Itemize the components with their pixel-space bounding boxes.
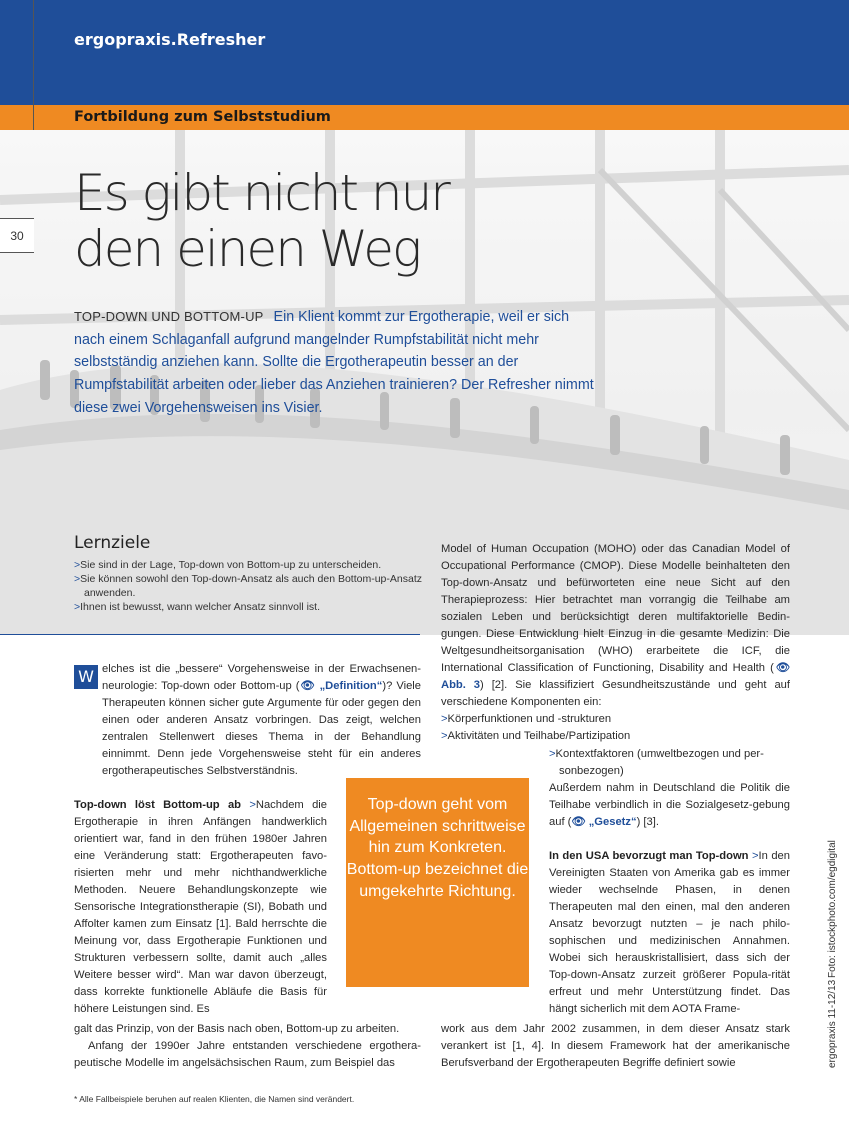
figure-link[interactable]: 👁 Abb. 3	[441, 662, 791, 691]
learning-goals-list	[74, 558, 424, 614]
arrow-icon: >	[249, 799, 256, 811]
left-column-middle: Top-down löst Bottom-up ab >Nachdem die Ergotherapie in ihren Anfängen handwerklich orientiert war, fand in den frühen 1980er Jahren eine Veränderung statt: Ergotherapeuten favo-risierten mehr und mehr nichthandwerkliche Methoden. Neuere Behandlungskonzepte wie Sensorische Integrationstherapie (SI), Bobath und Affolter kamen zum Einsatz [1]. Bald herrschte die Meinung vor, dass Ergotherapie Funktionen und Strukturen verbessern sollte, damit auch „alles Weitere besser wird“. Man war davon überzeugt, dass korrekte funktionelle Abläufe die Basis für höhere Leistungen sind. Es	[74, 799, 327, 1015]
article-headline	[74, 165, 449, 277]
divider	[0, 634, 420, 635]
brand-title: ergopraxis.Refresher	[74, 30, 266, 49]
list-item: >Körperfunktionen und -strukturen	[441, 713, 612, 725]
left-column-bottom: galt das Prinzip, von der Basis nach oben, Bottom-up zu arbeiten. Anfang der 1990er Jahre entstanden verschiedene ergothera-peutische Modelle im angelsächsischen Raum, zum Beispiel das	[74, 1023, 421, 1069]
arrow-icon: >	[441, 730, 448, 742]
section-title: Fortbildung zum Selbststudium	[74, 109, 331, 125]
arrow-icon: >	[751, 850, 759, 862]
pull-quote: Top-down geht vom Allgemeinen schrittweise hin zum Konkreten. Bottom-up bezeichnet die umgekehrte Richtung.	[346, 778, 529, 987]
headline-line-1: Es gibt nicht nur	[74, 164, 449, 222]
page-number: 30	[0, 218, 34, 253]
photo-credit: Foto: istockphoto.com/egdigital	[827, 840, 838, 978]
definition-link[interactable]: 👁 „Definition“	[299, 680, 383, 692]
arrow-icon: >	[549, 748, 556, 760]
right-column-top: Model of Human Occupation (MOHO) oder das Canadian Model of Occupational Performance (CMOP). Diese Modelle beinhalteten den Top-down-Ansatz und befürworteten eine neue Sicht auf den Therapieprozess: Hier betrachtet man vorrangig die Teilhabe am sozialen Leben und berücksichtigt deren multifaktorielle Bedin-gungen. Diese Entwicklung hielt Einzug in die gesamte Medizin: Die Weltgesundheitsorganisation (WHO) erarbeitete die ICF, die International Classification of Functioning, Disability and Health (👁 Abb. 3) [2]. Sie klassifiziert Gesundheitszustände und geht auf verschiedene Komponenten ein: >Körperfunktionen und -strukturen >Aktivitäten und Teilhabe/Partizipation	[441, 541, 790, 745]
list-item: >Ihnen ist bewusst, wann welcher Ansatz sinnvoll ist.	[74, 601, 321, 613]
right-column-middle: >Kontextfaktoren (umweltbezogen und per-sonbezogen) Außerdem nahm in Deutschland die Politik die Teilhabe verbindlich in die Sozialgesetz-gebung auf (👁 „Gesetz“) [3]. In den USA bevorzugt man Top-down >In den Vereinigten Staaten von Amerika gab es immer wieder wechselnde Phasen, in denen Therapeuten mal den einen, mal den anderen Ansatz bevorzugt nutzten – je nach philo-sophischen und medizinischen Annahmen. Wobei sich herauskristallisiert, dass sich der Top-down-Ansatz zurzeit größerer Popula-rität erfreut und mehr Unterstützung findet. Das hängt sicherlich mit dem AOTA Frame-	[549, 748, 790, 1015]
arrow-icon: >	[74, 601, 81, 613]
list-item: >Kontextfaktoren (umweltbezogen und per-sonbezogen)	[549, 748, 764, 777]
intro-paragraph	[74, 306, 594, 420]
list-item: >Sie können sowohl den Top-down-Ansatz als auch den Bottom-up-Ansatz anwenden.	[74, 573, 422, 599]
right-column-bottom: work aus dem Jahr 2002 zusammen, in dem dieser Ansatz stark verankert ist [1, 4]. In diesem Framework hat der amerikanische Berufsverband der Ergotherapeuten Begriffe definiert sowie	[441, 1023, 790, 1069]
arrow-icon: >	[74, 573, 81, 585]
left-column-top: elches ist die „bessere“ Vorgehensweise in der Erwachsenen-neurologie: Top-down oder Bottom-up (👁 „Definition“)? Viele Therapeuten können sicher gute Argumente für oder gegen den einen oder anderen Ansatz vorbringen. Das zeigt, welchen zentralen Stellenwert dieses Thema in der Behandlung einnimmt. Denn jede Vorgehensweise steht für ein anderes ergotherapeutisches Selbstverständnis.	[102, 663, 422, 777]
issue-label: ergopraxis 11-12/13	[827, 979, 838, 1068]
subheading-usa: In den USA bevorzugt man Top-down	[549, 850, 749, 862]
subheading-top-down: Top-down löst Bottom-up ab	[74, 799, 242, 811]
drop-cap: W	[74, 665, 98, 689]
learning-goals-title: Lernziele	[74, 533, 151, 553]
footnote: * Alle Fallbeispiele beruhen auf realen Klienten, die Namen sind verändert.	[74, 1094, 355, 1104]
list-item: >Sie sind in der Lage, Top-down von Bottom-up zu unterscheiden.	[74, 559, 382, 571]
law-link[interactable]: 👁 „Gesetz“	[571, 816, 637, 828]
header-bar	[0, 0, 849, 105]
intro-text: Ein Klient kommt zur Ergotherapie, weil er sich nach einem Schlaganfall aufgrund mangelnder Rumpfstabilität nicht mehr selbstständig anziehen kann. Sollte die Ergotherapeutin besser an der Rumpfstabilität arbeiten oder lieber das Anziehen trainieren? Der Refresher nimmt diese zwei Vorgehensweisen ins Visier.	[74, 309, 594, 416]
arrow-icon: >	[74, 559, 81, 571]
list-item: >Aktivitäten und Teilhabe/Partizipation	[441, 730, 631, 742]
arrow-icon: >	[441, 713, 448, 725]
intro-kicker: TOP-DOWN UND BOTTOM-UP	[74, 309, 264, 324]
headline-line-2: den einen Weg	[74, 220, 421, 278]
learning-goals-box	[74, 533, 424, 614]
section-bar	[0, 105, 849, 130]
